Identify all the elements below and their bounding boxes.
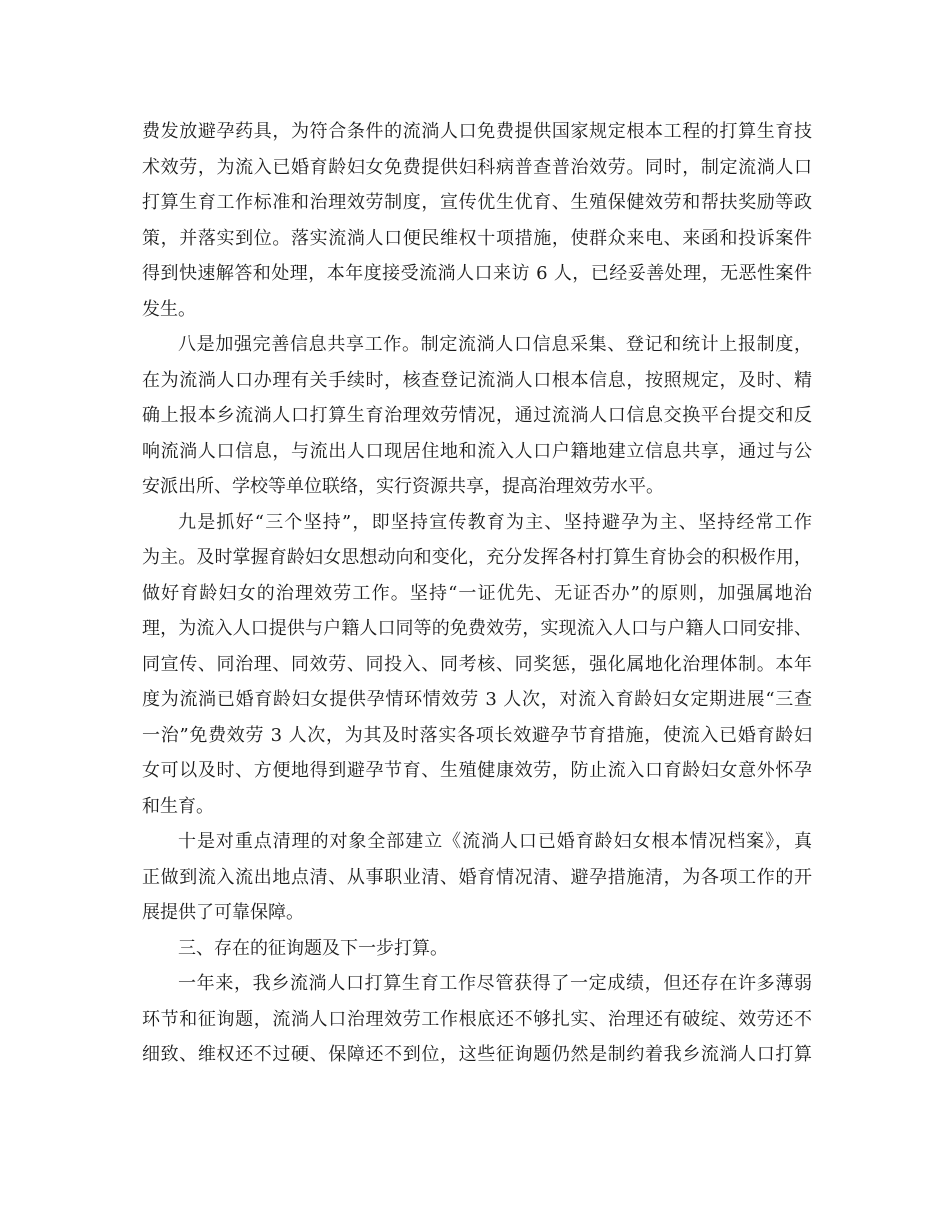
paragraph-first-line: 三、存在的征询题及下一步打算。 bbox=[178, 937, 448, 959]
paragraph-line: 为主。及时掌握育龄妇女思想动向和变化，充分发挥各村打算生育协会的积极作用， bbox=[142, 547, 812, 568]
paragraph-line: 度为流淌已婚育龄妇女提供孕情环情效劳 3 人次，对流入育龄妇女定期进展“三查 bbox=[142, 689, 812, 710]
paragraph-line: 发生。 bbox=[142, 298, 196, 320]
paragraph-line: 同宣传、同治理、同效劳、同投入、同考核、同奖惩，强化属地化治理体制。本年 bbox=[142, 653, 812, 675]
paragraph-line: 确上报本乡流淌人口打算生育治理效劳情况，通过流淌人口信息交换平台提交和反 bbox=[142, 405, 812, 426]
paragraph-first-line: 九是抓好“三个坚持”，即坚持宣传教育为主、坚持避孕为主、坚持经常工作 bbox=[178, 511, 812, 533]
paragraph-line: 环节和征询题，流淌人口治理效劳工作根底还不够扎实、治理还有破绽、效劳还不 bbox=[142, 1008, 812, 1030]
paragraph-line: 展提供了可靠保障。 bbox=[142, 902, 304, 923]
paragraph-first-line: 十是对重点清理的对象全部建立《流淌人口已婚育龄妇女根本情况档案》，真 bbox=[178, 831, 812, 852]
paragraph-line: 得到快速解答和处理，本年度接受流淌人口来访 6 人，已经妥善处理，无恶性案件 bbox=[142, 263, 812, 284]
paragraph-line: 策，并落实到位。落实流淌人口便民维权十项措施，使群众来电、来函和投诉案件 bbox=[142, 227, 812, 249]
paragraph-line: 一治”免费效劳 3 人次，为其及时落实各项长效避孕节育措施，使流入已婚育龄妇 bbox=[142, 724, 812, 746]
paragraph-first-line: 八是加强完善信息共享工作。制定流淌人口信息采集、登记和统计上报制度， bbox=[178, 334, 812, 355]
paragraph-line: 细致、维权还不过硬、保障还不到位，这些征询题仍然是制约着我乡流淌人口打算 bbox=[142, 1044, 812, 1065]
paragraph-line: 费发放避孕药具，为符合条件的流淌人口免费提供国家规定根本工程的打算生育技 bbox=[142, 121, 812, 142]
document-body bbox=[142, 114, 812, 1073]
paragraph-line: 做好育龄妇女的治理效劳工作。坚持“一证优先、无证否办”的原则，加强属地治 bbox=[142, 582, 812, 604]
paragraph-line: 打算生育工作标准和治理效劳制度，宣传优生优育、生殖保健效劳和帮扶奖励等政 bbox=[142, 192, 812, 213]
paragraph-line: 安派出所、学校等单位联络，实行资源共享，提高治理效劳水平。 bbox=[142, 476, 664, 497]
paragraph-line: 响流淌人口信息，与流出人口现居住地和流入人口户籍地建立信息共享，通过与公 bbox=[142, 440, 812, 462]
paragraph-line: 和生育。 bbox=[142, 795, 214, 817]
paragraph-line: 在为流淌人口办理有关手续时，核查登记流淌人口根本信息，按照规定，及时、精 bbox=[142, 369, 812, 391]
paragraph-line: 术效劳，为流入已婚育龄妇女免费提供妇科病普查普治效劳。同时，制定流淌人口 bbox=[142, 156, 812, 178]
paragraph-line: 女可以及时、方便地得到避孕节育、生殖健康效劳，防止流入口育龄妇女意外怀孕 bbox=[142, 760, 812, 781]
paragraph-line: 正做到流入流出地点清、从事职业清、婚育情况清、避孕措施清，为各项工作的开 bbox=[142, 866, 812, 888]
paragraph-first-line: 一年来，我乡流淌人口打算生育工作尽管获得了一定成绩，但还存在许多薄弱 bbox=[178, 973, 812, 994]
paragraph-line: 理，为流入人口提供与户籍人口同等的免费效劳，实现流入人口与户籍人口同安排、 bbox=[142, 618, 812, 639]
